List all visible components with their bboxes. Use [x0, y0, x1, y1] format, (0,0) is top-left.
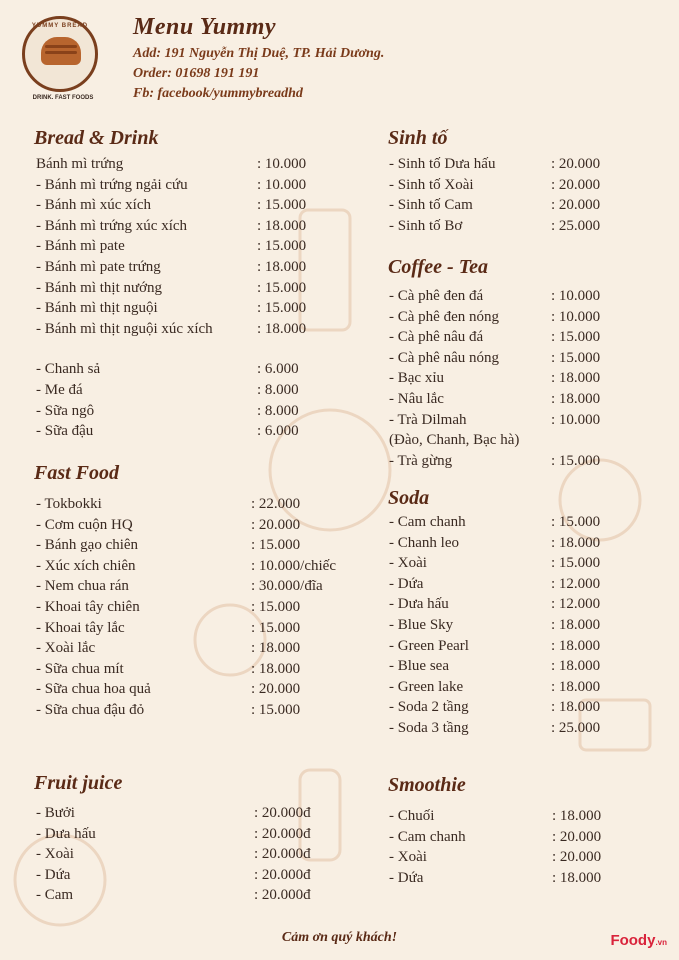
menu-item-price: : 6.000 [257, 423, 299, 440]
menu-item-row [389, 554, 601, 573]
menu-item-row [36, 804, 311, 823]
section-title-sinh-to: Sinh tố [388, 127, 448, 149]
menu-item-row [389, 637, 601, 656]
menu-item-row [36, 402, 299, 421]
menu-item-price: : 20.000đ [254, 805, 311, 821]
menu-item-price: : 15.000 [251, 702, 301, 718]
menu-item-row [36, 176, 307, 195]
menu-item-name: - Nem chua rán [36, 578, 129, 595]
section-title-smoothie: Smoothie [388, 774, 466, 796]
thank-you-footer: Cảm ơn quý khách! [281, 930, 398, 945]
menu-item-row [36, 299, 307, 318]
menu-item-row [389, 328, 601, 347]
menu-item-row [36, 639, 301, 658]
menu-item-name: - Sữa chua hoa quả [36, 681, 151, 698]
menu-item-name: - Tokbokki [36, 496, 102, 512]
menu-item-name: - Chuối [389, 808, 435, 824]
menu-item-price: : 20.000 [552, 849, 602, 866]
menu-item-price: : 18.000 [257, 217, 307, 234]
menu-item-name: (Đào, Chanh, Bạc hà) [389, 432, 520, 449]
menu-item-price: : 6.000 [257, 361, 299, 378]
menu-item-name: - Cà phê nâu đá [389, 329, 484, 346]
menu-item-price: : 8.000 [257, 402, 299, 419]
menu-item-row [36, 660, 301, 679]
menu-item-row [36, 680, 301, 699]
menu-item-name: - Sữa đậu [36, 423, 94, 440]
menu-item-price: : 15.000 [257, 279, 307, 296]
menu-item-price: : 18.000 [551, 391, 601, 407]
menu-item-name: - Bánh mì pate [36, 238, 125, 255]
menu-item-name: - Dứa [389, 575, 424, 592]
menu-item-name: - Green lake [389, 678, 464, 695]
section-title-soda: Soda [388, 487, 430, 509]
menu-item-price: : 10.000 [551, 411, 601, 428]
menu-item-name: - Bánh mì xúc xích [36, 197, 151, 214]
menu-item-price: : 10.000/chiếc [251, 557, 336, 574]
menu-item-name: - Trà gừng [389, 452, 453, 469]
menu-item-price: : 18.000 [551, 534, 601, 551]
menu-item-price: : 25.000 [551, 217, 601, 234]
menu-item-row [36, 217, 307, 236]
menu-item-row [36, 360, 299, 379]
menu-item-name: - Bánh mì thịt nguội xúc xích [36, 320, 213, 337]
menu-item-name: - Bánh mì thịt nguội [36, 300, 158, 317]
menu-item-row [389, 411, 601, 430]
menu-item-row [36, 155, 307, 174]
menu-item-price: : 18.000 [551, 617, 601, 633]
watermark-suffix: .vn [655, 938, 667, 947]
menu-item-name: - Chanh sả [36, 361, 101, 378]
menu-item-row [36, 825, 311, 844]
menu-item-name: - Bạc xỉu [389, 370, 444, 387]
menu-item-price: : 20.000 [551, 156, 601, 172]
menu-item-price: : 20.000 [251, 681, 301, 698]
menu-item-row [389, 452, 601, 471]
menu-item-price: : 18.000 [251, 660, 301, 677]
menu-item-name: - Cà phê đen đá [389, 288, 484, 304]
menu-item-name: - Bánh mì trứng xúc xích [36, 217, 188, 234]
menu-item-price: : 15.000 [551, 349, 601, 366]
menu-item-row [389, 217, 601, 236]
menu-item-price: : 15.000 [257, 238, 307, 255]
menu-item-name: - Green Pearl [389, 637, 469, 654]
menu-item-price: : 12.000 [551, 575, 601, 592]
menu-item-row [36, 422, 299, 441]
menu-item-price: : 18.000 [552, 808, 602, 824]
menu-item-price: : 20.000 [552, 828, 602, 845]
menu-item-row [389, 534, 601, 553]
menu-item-price: : 15.000 [551, 555, 601, 572]
menu-item-name: - Soda 3 tầng [389, 720, 469, 736]
menu-item-price: : 18.000 [551, 370, 601, 387]
menu-item-row [389, 196, 601, 215]
menu-item-price: : 22.000 [251, 496, 301, 512]
menu-item-price: : 18.000 [257, 259, 307, 275]
menu-item-row [36, 258, 307, 277]
menu-item-name: - Khoai tây chiên [36, 599, 140, 615]
menu-item-row [389, 308, 601, 327]
address-line: Add: 191 Nguyễn Thị Duệ, TP. Hải Dương. [133, 46, 385, 61]
menu-item-name: - Bánh mì thịt nướng [36, 279, 163, 296]
foody-watermark [610, 932, 667, 949]
menu-item-name: - Bưởi [36, 805, 75, 821]
bread-icon [41, 37, 81, 65]
menu-item-row [389, 678, 601, 697]
logo-tagline: DRINK. FAST FOODS [32, 95, 94, 101]
menu-item-price: : 10.000 [257, 176, 307, 193]
menu-item-name: - Xoài lắc [36, 640, 96, 657]
watermark-brand: Foody [610, 932, 656, 949]
menu-item-name: - Xúc xích chiên [36, 557, 136, 574]
menu-item-row [389, 807, 602, 826]
menu-item-name: - Chanh leo [389, 534, 459, 551]
menu-item-row [389, 369, 601, 388]
menu-item-row [389, 657, 601, 676]
menu-item-row [36, 619, 301, 638]
menu-item-price: : 15.000 [257, 300, 307, 317]
menu-item-price: : 18.000 [551, 637, 601, 654]
menu-item-price: : 30.000/đĩa [251, 578, 323, 595]
menu-item-name: - Cà phê nâu nóng [389, 349, 499, 366]
menu-item-row [389, 287, 601, 306]
menu-item-row [36, 516, 301, 535]
menu-item-row [389, 595, 601, 614]
menu-item-row [389, 616, 601, 635]
menu-item-name: - Bánh mì trứng ngải cứu [36, 176, 188, 193]
menu-item-row [36, 196, 307, 215]
menu-item-name: - Sinh tố Cam [389, 197, 473, 214]
menu-item-row [389, 513, 601, 532]
menu-item-name: - Soda 2 tầng [389, 699, 469, 716]
menu-item-row [36, 536, 301, 555]
menu-item-name: - Bánh gạo chiên [36, 537, 139, 554]
menu-item-name: - Sữa chua mít [36, 660, 124, 677]
menu-item-price: : 10.000 [257, 156, 307, 172]
menu-item-name: - Cam chanh [389, 828, 466, 845]
menu-item-price: : 15.000 [551, 452, 601, 469]
menu-item-price: : 18.000 [251, 640, 301, 657]
menu-item-name: - Cơm cuộn HQ [36, 516, 133, 533]
menu-header [22, 12, 662, 107]
menu-item-name: - Sinh tố Xoài [389, 176, 474, 193]
menu-item-row [389, 698, 601, 717]
section-title-fruit-juice: Fruit juice [34, 772, 123, 794]
menu-item-row [36, 557, 336, 576]
menu-item-name: - Sữa ngô [36, 402, 95, 419]
menu-item-row [36, 279, 307, 298]
menu-item-row [389, 828, 602, 847]
menu-item-name: - Sữa chua đậu đỏ [36, 702, 145, 718]
menu-item-name: - Cam chanh [389, 514, 466, 530]
menu-item-price: : 15.000 [251, 537, 301, 554]
menu-item-row [389, 155, 601, 174]
menu-item-row [36, 237, 307, 256]
menu-item-price: : 15.000 [251, 599, 301, 615]
menu-item-price: : 15.000 [551, 329, 601, 346]
menu-item-price: : 25.000 [551, 720, 601, 736]
menu-item-row [36, 577, 323, 596]
menu-item-name: - Bánh mì pate trứng [36, 259, 161, 275]
section-title-coffee-tea: Coffee - Tea [388, 256, 488, 278]
menu-item-row [389, 848, 602, 867]
menu-item-row [389, 575, 601, 594]
menu-item-name: - Sinh tố Dưa hấu [389, 156, 496, 172]
menu-item-name: - Cam [36, 887, 74, 904]
menu-item-name: Bánh mì trứng [36, 156, 124, 172]
menu-item-name: - Trà Dilmah [389, 411, 467, 428]
menu-item-price: : 15.000 [257, 197, 307, 214]
menu-item-row [36, 886, 311, 905]
menu-item-name: - Cà phê đen nóng [389, 308, 499, 325]
menu-item-price: : 18.000 [552, 869, 602, 886]
menu-item-row [36, 598, 301, 617]
menu-item-row [36, 381, 299, 400]
menu-item-name: - Dưa hấu [36, 825, 96, 842]
menu-item-row [389, 719, 601, 738]
menu-item-price: : 20.000 [551, 197, 601, 214]
menu-item-row [36, 320, 307, 339]
section-title-bread-drink: Bread & Drink [34, 127, 159, 149]
menu-item-name: - Blue Sky [389, 617, 454, 633]
menu-item-row [389, 176, 601, 195]
menu-item-row [389, 431, 519, 450]
menu-item-name: - Khoai tây lắc [36, 619, 125, 636]
menu-item-name: - Dưa hấu [389, 596, 449, 613]
menu-item-price: : 20.000đ [254, 825, 311, 842]
menu-item-price: : 10.000 [551, 288, 601, 304]
menu-item-name: - Me đá [36, 382, 83, 398]
menu-item-name: - Sinh tố Bơ [389, 217, 463, 234]
logo-ring-text: YUMMY BREAD [31, 23, 89, 29]
menu-item-price: : 8.000 [257, 382, 299, 398]
menu-item-row [389, 349, 601, 368]
menu-item-name: - Dứa [389, 869, 424, 886]
menu-item-price: : 20.000đ [254, 866, 311, 883]
menu-item-price: : 10.000 [551, 308, 601, 325]
menu-item-price: : 18.000 [551, 658, 601, 675]
menu-item-name: - Xoài [389, 555, 427, 572]
menu-item-row [36, 866, 311, 885]
menu-item-price: : 20.000 [251, 516, 301, 533]
menu-item-price: : 18.000 [257, 320, 307, 337]
menu-item-price: : 18.000 [551, 678, 601, 695]
menu-item-name: - Xoài [389, 849, 427, 866]
yummy-bread-logo [22, 16, 98, 101]
menu-item-price: : 20.000 [551, 176, 601, 193]
section-title-fast-food: Fast Food [34, 462, 120, 484]
menu-item-price: : 12.000 [551, 596, 601, 613]
menu-item-price: : 20.000đ [254, 887, 311, 904]
facebook-line: Fb: facebook/yummybreadhd [133, 86, 303, 101]
menu-item-row [36, 495, 301, 514]
order-line: Order: 01698 191 191 [133, 66, 260, 81]
menu-item-name: - Nâu lắc [389, 391, 444, 407]
menu-item-row [36, 845, 311, 864]
menu-item-name: - Xoài [36, 846, 74, 863]
menu-item-row [389, 869, 602, 888]
menu-item-row [389, 390, 601, 409]
menu-item-name: - Blue sea [389, 658, 449, 675]
menu-item-name: - Dứa [36, 866, 71, 883]
menu-item-price: : 15.000 [251, 619, 301, 636]
page-title: Menu Yummy [133, 14, 277, 40]
menu-item-price: : 18.000 [551, 699, 601, 716]
menu-item-row [36, 701, 301, 720]
menu-item-price: : 20.000đ [254, 846, 311, 863]
menu-item-price: : 15.000 [551, 514, 601, 530]
